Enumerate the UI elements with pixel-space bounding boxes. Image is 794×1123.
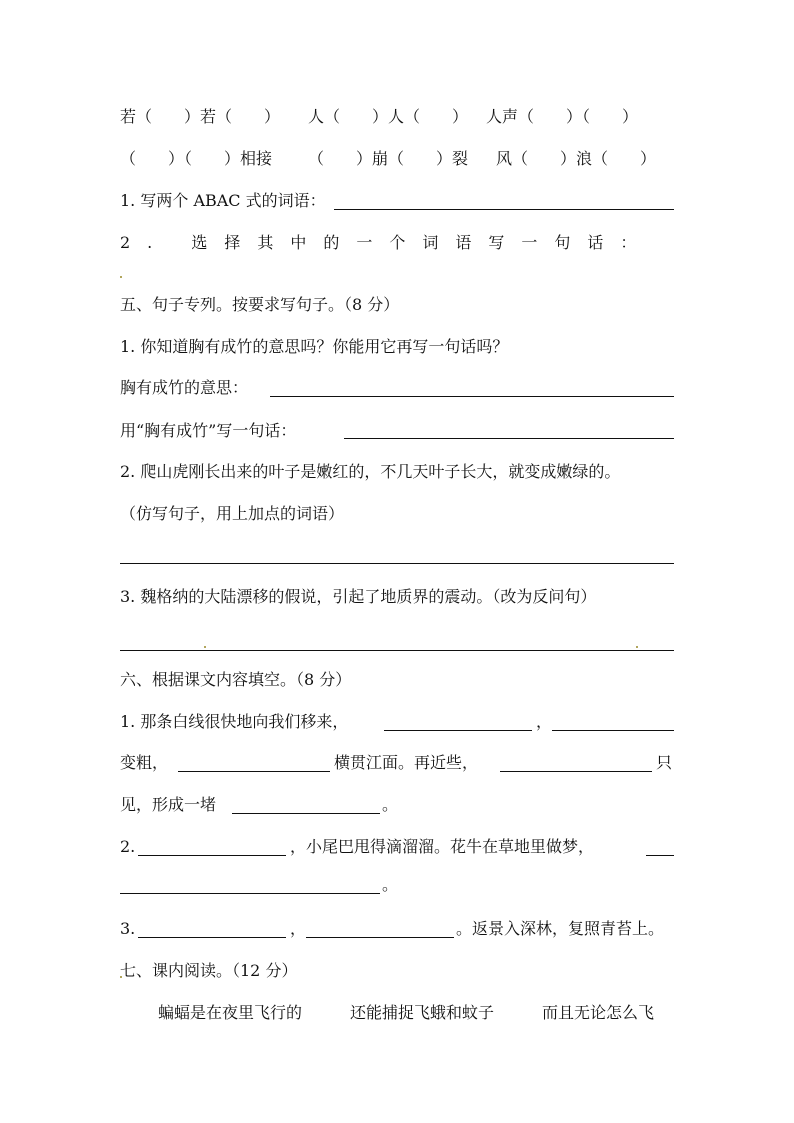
section-6-heading: 六、根据课文内容填空。（8 分）: [120, 670, 352, 689]
passage-3-number: 3.: [120, 919, 136, 938]
answer-line[interactable]: [306, 937, 454, 938]
period: 。: [382, 795, 399, 814]
question-5-1: 1. 你知道胸有成竹的意思吗？你能用它再写一句话吗？: [120, 337, 509, 356]
idiom-fill-5: （ ）崩（ ）裂: [308, 149, 469, 168]
answer-line[interactable]: [120, 563, 674, 564]
passage-1-text: 横贯江面。再近些，: [334, 753, 479, 772]
section-7-heading: 七、课内阅读。（12 分）: [120, 961, 298, 980]
question-5-3: 3. 魏格纳的大陆漂移的假说，引起了地质界的震动。（改为反问句）: [120, 587, 597, 606]
answer-line[interactable]: [232, 813, 380, 814]
passage-2-number: 2.: [120, 837, 136, 856]
scan-speck: [636, 646, 638, 648]
scan-speck: [120, 276, 122, 278]
idiom-fill-2: 人（ ）人（ ）: [308, 107, 469, 126]
answer-line[interactable]: [270, 396, 674, 397]
answer-line[interactable]: [334, 209, 674, 210]
comma: ，: [290, 919, 307, 938]
answer-line[interactable]: [646, 855, 674, 856]
question-5-2-note: （仿写句子，用上加点的词语）: [120, 504, 345, 523]
idiom-fill-4: （ ）（ ）相接: [120, 149, 273, 168]
answer-line[interactable]: [344, 438, 674, 439]
abac-question: 1. 写两个 ABAC 式的词语：: [120, 191, 326, 210]
idiom-fill-1: 若（ ）若（ ）: [120, 107, 281, 126]
answer-line[interactable]: [120, 650, 674, 651]
idiom-fill-6: 风（ ）浪（ ）: [496, 149, 657, 168]
question-5-2: 2. 爬山虎刚长出来的叶子是嫩红的，不几天叶子长大，就变成嫩绿的。: [120, 462, 621, 481]
answer-line[interactable]: [138, 937, 286, 938]
meaning-label: 胸有成竹的意思：: [120, 378, 249, 397]
idiom-fill-3: 人声（ ）（ ）: [486, 107, 639, 126]
sentence-label: 用“胸有成竹”写一句话：: [120, 421, 297, 440]
passage-1-text: 变粗，: [120, 753, 169, 772]
answer-line[interactable]: [138, 855, 286, 856]
reading-text: 而且无论怎么飞: [542, 1003, 655, 1022]
answer-line[interactable]: [384, 730, 532, 731]
passage-1-text: 见，形成一堵: [120, 795, 217, 814]
period: 。: [382, 875, 399, 894]
answer-line[interactable]: [120, 893, 380, 894]
reading-text: 还能捕捉飞蛾和蚊子: [350, 1003, 495, 1022]
comma: ，: [536, 712, 553, 731]
section-5-heading: 五、句子专列。按要求写句子。（8 分）: [120, 295, 400, 314]
answer-line[interactable]: [178, 771, 330, 772]
passage-1-start: 1. 那条白线很快地向我们移来，: [120, 712, 349, 731]
sentence-question: 2. 选择其中的一个词语写一句话：: [120, 233, 654, 252]
scan-speck: [204, 646, 206, 648]
passage-3-text: 。返景入深林，复照青苔上。: [456, 919, 665, 938]
answer-line[interactable]: [552, 730, 674, 731]
reading-text: 蝙蝠是在夜里飞行的: [158, 1003, 303, 1022]
passage-1-text: 只: [656, 753, 673, 772]
passage-2-text: ，小尾巴甩得滴溜溜。花牛在草地里做梦，: [290, 837, 595, 856]
answer-line[interactable]: [500, 771, 652, 772]
